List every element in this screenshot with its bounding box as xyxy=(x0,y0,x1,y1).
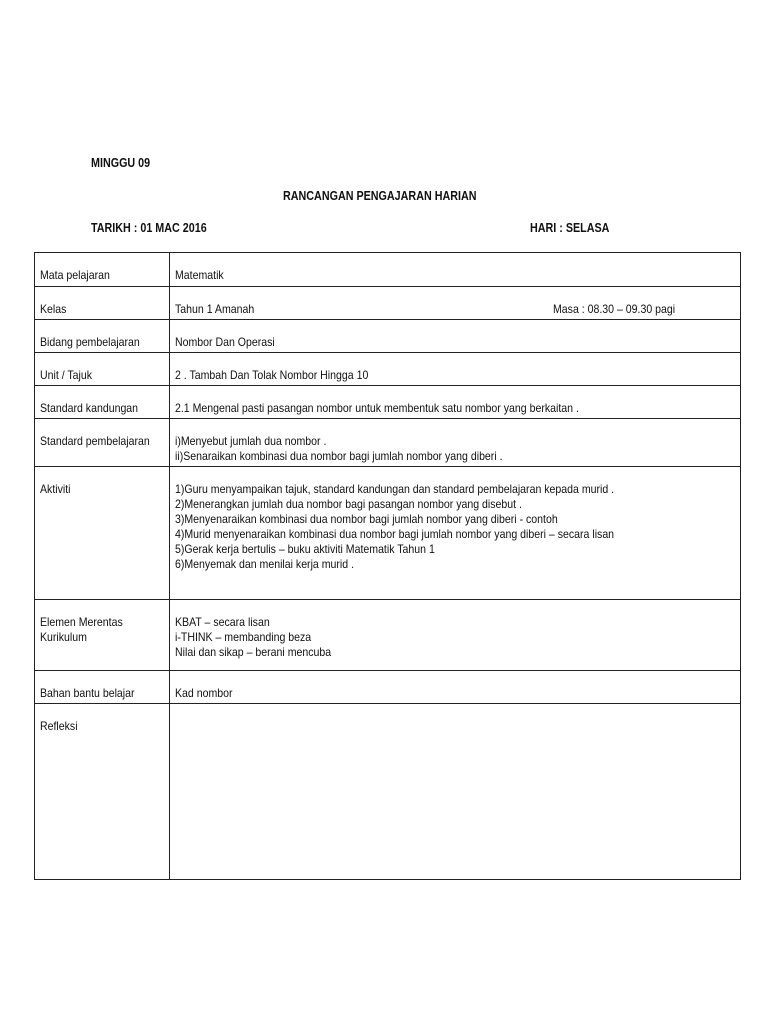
list-item: 3)Menyenaraikan kombinasi dua nombor bagi jumlah nombor yang diberi - contoh xyxy=(175,512,558,526)
lesson-plan-table xyxy=(34,252,741,880)
row-bahan xyxy=(35,671,741,704)
label-refleksi: Refleksi xyxy=(40,719,78,733)
row-aktiviti xyxy=(35,467,741,600)
label-cell xyxy=(35,419,170,467)
value-kelas: Tahun 1 Amanah xyxy=(175,302,255,316)
list-item: ii)Senaraikan kombinasi dua nombor bagi jumlah nombor yang diberi . xyxy=(175,449,503,463)
list-item: 5)Gerak kerja bertulis – buku aktiviti Matematik Tahun 1 xyxy=(175,542,435,556)
value-cell xyxy=(170,419,741,467)
document-title: RANCANGAN PENGAJARAN HARIAN xyxy=(283,189,477,203)
label-cell xyxy=(35,353,170,386)
value-unit: 2 . Tambah Dan Tolak Nombor Hingga 10 xyxy=(175,368,369,382)
label-cell xyxy=(35,253,170,287)
value-cell xyxy=(170,320,741,353)
list-item: 4)Murid menyenaraikan kombinasi dua nombor bagi jumlah nombor yang diberi – secara lisan xyxy=(175,527,615,541)
label-cell xyxy=(35,320,170,353)
label-standard-pembelajaran: Standard pembelajaran xyxy=(40,434,150,448)
value-bahan: Kad nombor xyxy=(175,686,233,700)
row-refleksi xyxy=(35,704,741,880)
list-item: i)Menyebut jumlah dua nombor . xyxy=(175,434,327,448)
label-cell xyxy=(35,671,170,704)
label-elemen: Elemen Merentas Kurikulum xyxy=(40,615,123,644)
value-masa: Masa : 08.30 – 09.30 pagi xyxy=(553,302,676,316)
row-standard-pembelajaran xyxy=(35,419,741,467)
value-cell xyxy=(170,287,741,320)
value-cell xyxy=(170,671,741,704)
row-mata-pelajaran xyxy=(35,253,741,287)
day-label: HARI : SELASA xyxy=(530,221,610,235)
row-standard-kandungan xyxy=(35,386,741,419)
value-cell xyxy=(170,386,741,419)
label-standard-kandungan: Standard kandungan xyxy=(40,401,139,415)
label-cell xyxy=(35,386,170,419)
list-item: Nilai dan sikap – berani mencuba xyxy=(175,645,332,659)
label-cell xyxy=(35,467,170,600)
value-bidang: Nombor Dan Operasi xyxy=(175,335,275,349)
label-cell xyxy=(35,287,170,320)
label-cell xyxy=(35,704,170,880)
row-elemen xyxy=(35,600,741,671)
value-cell-refleksi xyxy=(170,704,741,880)
date-label: TARIKH : 01 MAC 2016 xyxy=(91,221,207,235)
list-item: 6)Menyemak dan menilai kerja murid . xyxy=(175,557,355,571)
list-item: i-THINK – membanding beza xyxy=(175,630,312,644)
week-label: MINGGU 09 xyxy=(91,156,151,170)
value-standard-kandungan: 2.1 Mengenal pasti pasangan nombor untuk membentuk satu nombor yang berkaitan . xyxy=(175,401,579,415)
label-mata-pelajaran: Mata pelajaran xyxy=(40,268,110,282)
label-bahan: Bahan bantu belajar xyxy=(40,686,135,700)
label-cell xyxy=(35,600,170,671)
value-cell xyxy=(170,253,741,287)
value-cell xyxy=(170,467,741,600)
label-kelas: Kelas xyxy=(40,302,67,316)
value-cell xyxy=(170,353,741,386)
row-bidang xyxy=(35,320,741,353)
value-mata-pelajaran: Matematik xyxy=(175,268,224,282)
list-item: 2)Menerangkan jumlah dua nombor bagi pasangan nombor yang disebut . xyxy=(175,497,522,511)
value-cell xyxy=(170,600,741,671)
label-aktiviti: Aktiviti xyxy=(40,482,71,496)
label-unit: Unit / Tajuk xyxy=(40,368,93,382)
list-item: KBAT – secara lisan xyxy=(175,615,270,629)
label-bidang: Bidang pembelajaran xyxy=(40,335,140,349)
row-kelas xyxy=(35,287,741,320)
row-unit xyxy=(35,353,741,386)
list-item: 1)Guru menyampaikan tajuk, standard kandungan dan standard pembelajaran kepada murid . xyxy=(175,482,615,496)
